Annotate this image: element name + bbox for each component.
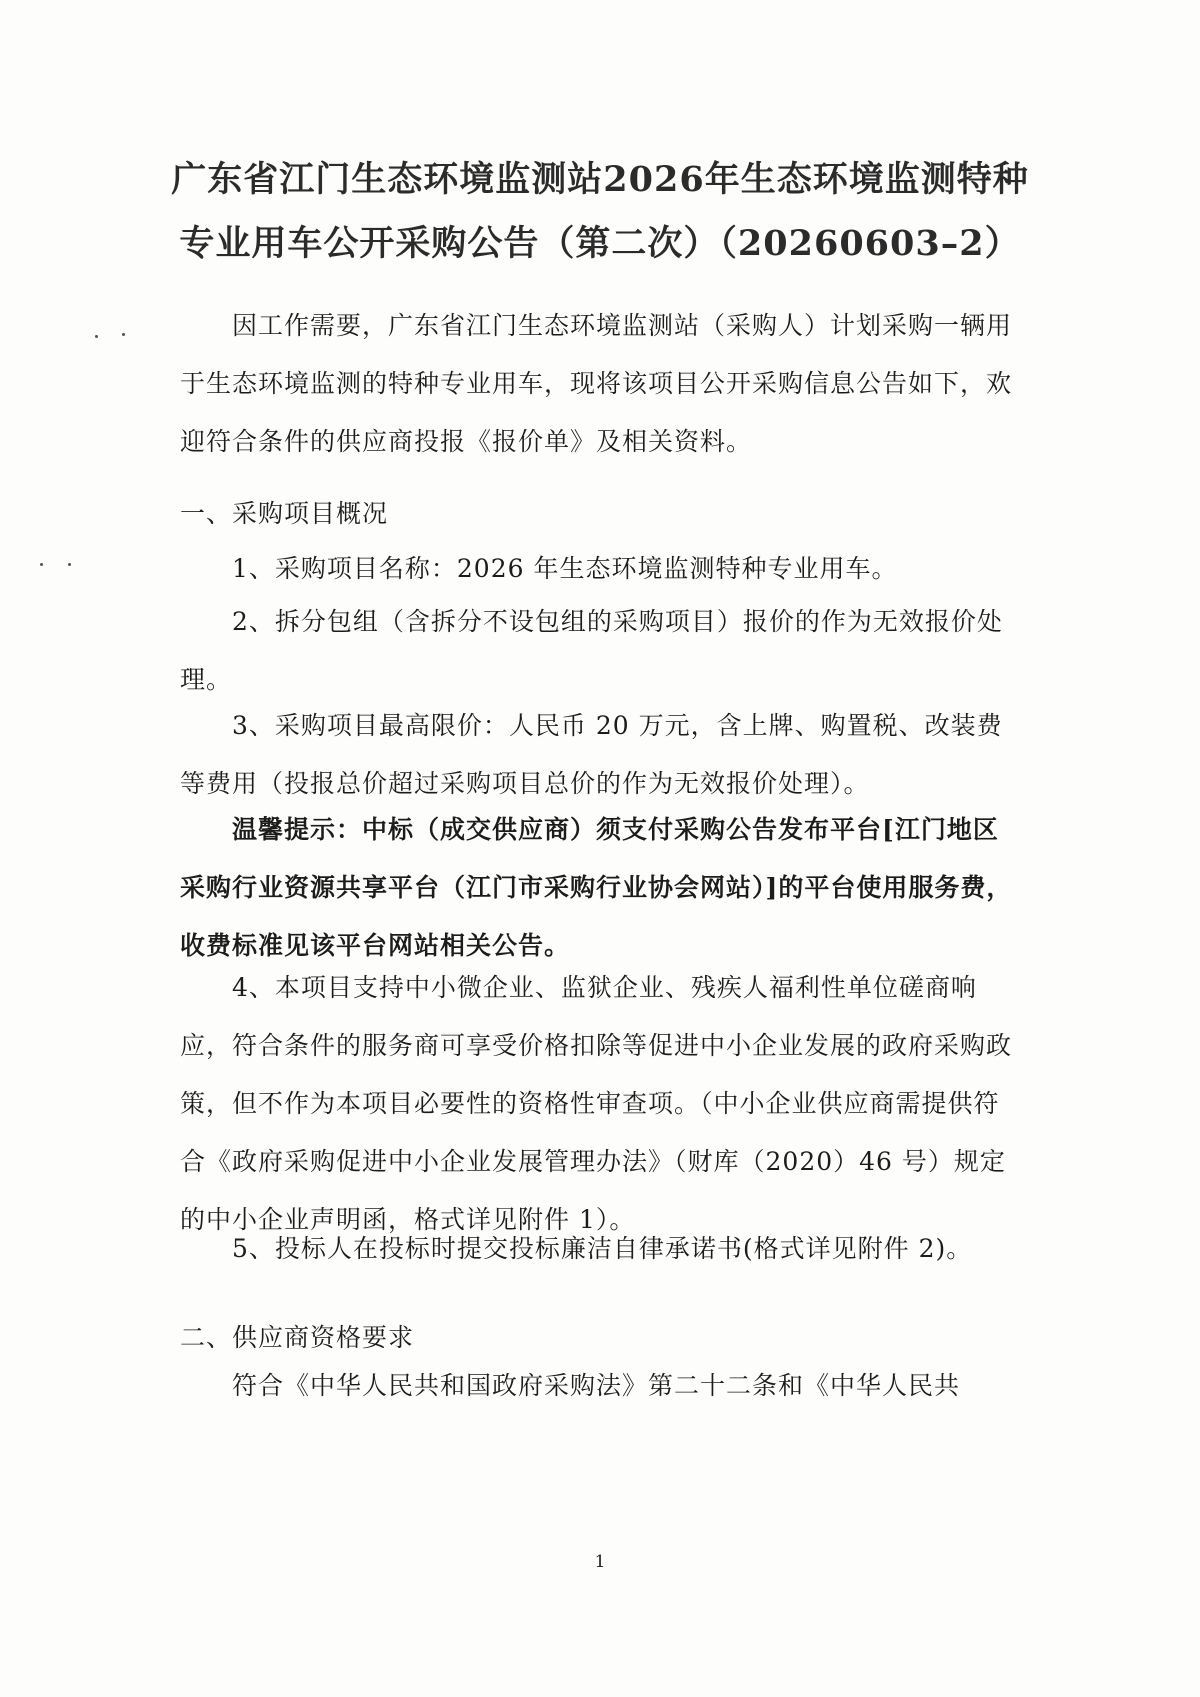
section-1-item-5: 5、投标人在投标时提交投标廉洁自律承诺书(格式详见附件 2)。 [232,1234,973,1263]
scan-speck [40,563,43,566]
title-line-1: 广东省江门生态环境监测站2026年生态环境监测特种 [171,159,1029,200]
scan-speck [95,335,98,338]
section-1-item-1: 1、采购项目名称：2026 年生态环境监测特种专业用车。 [232,554,898,583]
section-1-item-2: 2、拆分包组（含拆分不设包组的采购项目）报价的作为无效报价处理。 [180,607,1003,694]
scan-speck [68,563,71,566]
section-2-text: 符合《中华人民共和国政府采购法》第二十二条和《中华人民共 [232,1371,961,1400]
page-number: 1 [594,1552,606,1572]
document-title [150,148,1050,276]
section-1-tip: 温馨提示：中标（成交供应商）须支付采购公告发布平台[江门地区采购行业资源共享平台（江门市采购行业协会网站）]的平台使用服务费，收费标准见该平台网站相关公告。 [180,815,1013,960]
intro-paragraph: 因工作需要，广东省江门生态环境监测站（采购人）计划采购一辆用于生态环境监测的特种专业用车，现将该项目公开采购信息公告如下，欢迎符合条件的供应商投报《报价单》及相关资料。 [180,311,1013,456]
scan-speck [122,333,125,336]
section-1-item-3: 3、采购项目最高限价：人民币 20 万元，含上牌、购置税、改装费等费用（投报总价超过采购项目总价的作为无效报价处理）。 [180,711,1003,798]
section-2-heading: 二、供应商资格要求 [180,1323,415,1352]
section-1-heading: 一、采购项目概况 [180,499,389,528]
section-1-item-4: 4、本项目支持中小微企业、监狱企业、残疾人福利性单位磋商响应，符合条件的服务商可享受价格扣除等促进中小企业发展的政府采购政策，但不作为本项目必要性的资格性审查项。（中小企业供应商需提供符合《政府采购促进中小企业发展管理办法》（财库（2020）46 号）规定的中小企业声明函，格式详见附件 1）。 [180,973,1013,1234]
title-line-2: 专业用车公开采购公告（第二次）（20260603–2） [179,223,1021,264]
